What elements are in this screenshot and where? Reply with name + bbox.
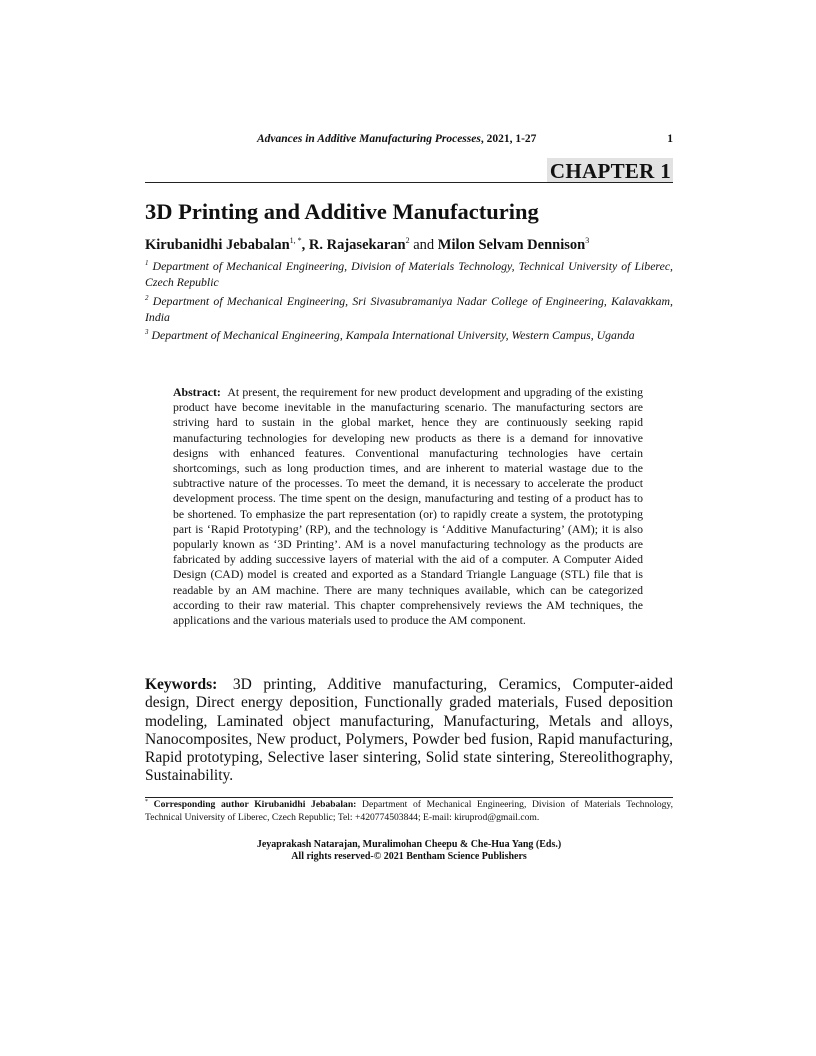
affiliation xyxy=(145,294,673,325)
affiliation-mark: 1 xyxy=(145,259,149,267)
author-separator: , xyxy=(301,237,309,253)
footnote-text: Department of Mechanical Engineering, Division of Materials Technology, Technical University of Liberec, Czech Republic; Tel: +420774503844; E-mail: kiruprod@gmail.com. xyxy=(145,799,674,823)
publisher-info xyxy=(145,839,673,862)
footnote-divider xyxy=(145,797,673,798)
author-affiliation-mark: 1, * xyxy=(289,236,302,245)
abstract-label: Abstract: xyxy=(173,385,221,399)
affiliation-mark: 2 xyxy=(145,294,149,302)
affiliation-text: Department of Mechanical Engineering, Kampala International University, Western Campus, Uganda xyxy=(151,328,635,342)
author-conjunction: and xyxy=(409,237,438,253)
chapter-divider xyxy=(145,182,673,183)
author-name: Kirubanidhi Jebabalan xyxy=(145,237,290,253)
author-affiliation-mark: 3 xyxy=(585,236,590,245)
footnote-mark: * xyxy=(145,799,148,805)
running-head xyxy=(145,133,673,149)
page-number: 1 xyxy=(667,133,673,145)
affiliation-mark: 3 xyxy=(145,328,149,336)
affiliation-text: Department of Mechanical Engineering, Division of Materials Technology, Technical University of Liberec, Czech Republic xyxy=(145,259,674,289)
corresponding-author-footnote xyxy=(145,799,673,824)
author-name: Milon Selvam Dennison xyxy=(437,237,586,253)
author-affiliation-mark: 2 xyxy=(405,236,410,245)
journal-meta: , 2021, 1-27 xyxy=(480,133,537,145)
editors-line: Jeyaprakash Natarajan, Muralimohan Cheepu & Che-Hua Yang (Eds.) xyxy=(256,839,562,850)
keywords xyxy=(145,676,673,786)
rights-line: All rights reserved-© 2021 Bentham Science Publishers xyxy=(291,850,527,862)
author-list xyxy=(145,236,673,254)
journal-citation xyxy=(257,133,536,145)
chapter-title: 3D Printing and Additive Manufacturing xyxy=(145,199,539,224)
affiliation xyxy=(145,259,673,290)
abstract-text: At present, the requirement for new product development and upgrading of the existing product have become inevitable in the manufacturing scenario. The manufacturing sectors are striving hard to sustain in the global market, hence they are continuously seeking rapid manufacturing technologies for developing new products as there is a demand for innovative designs with enhanced features. Conventional manufacturing technologies have certain shortcomings, such as long production times, and are inherent to material wastage due to the subtractive nature of the processes. To meet the demand, it is necessary to accelerate the product development process. The time spent on the design, manufacturing and testing of a product has to be shortened. To emphasize the part representation (or) to rapidly create a system, the prototyping part is ‘Rapid Prototyping’ (RP), and the technology is ‘Additive Manufacturing’ (AM); it is also popularly known as ‘3D Printing’. AM is a novel manufacturing technology as the products are fabricated by adding successive layers of material with the aid of a computer. A Computer Aided Design (CAD) model is created and exported as a Standard Triangle Language (STL) file that is readable by an AM machine. There are many techniques available, which can be categorized according to their raw material. This chapter comprehensively reviews the AM techniques, the applications and the various materials used to produce the AM component. xyxy=(173,385,643,628)
keywords-text: 3D printing, Additive manufacturing, Ceramics, Computer-aided design, Direct energy deposition, Functionally graded materials, Fused deposition modeling, Laminated object manufacturing, Manufacturing, Metals and alloys, Nanocomposites, New product, Polymers, Powder bed fusion, Rapid manufacturing, Rapid prototyping, Selective laser sintering, Solid state sintering, Stereolithography, Sustainability. xyxy=(145,676,673,785)
footnote-label: Corresponding author Kirubanidhi Jebabalan: xyxy=(153,799,357,810)
affiliation xyxy=(145,328,673,344)
affiliation-text: Department of Mechanical Engineering, Sri Sivasubramaniya Nadar College of Engineering, Kalavakkam, India xyxy=(145,294,674,324)
chapter-label: CHAPTER 1 xyxy=(547,158,673,183)
abstract xyxy=(173,385,643,628)
journal-title: Advances in Additive Manufacturing Processes xyxy=(257,133,481,145)
author-name: R. Rajasekaran xyxy=(308,237,406,253)
keywords-label: Keywords: xyxy=(145,676,218,693)
page-content xyxy=(145,0,673,1056)
